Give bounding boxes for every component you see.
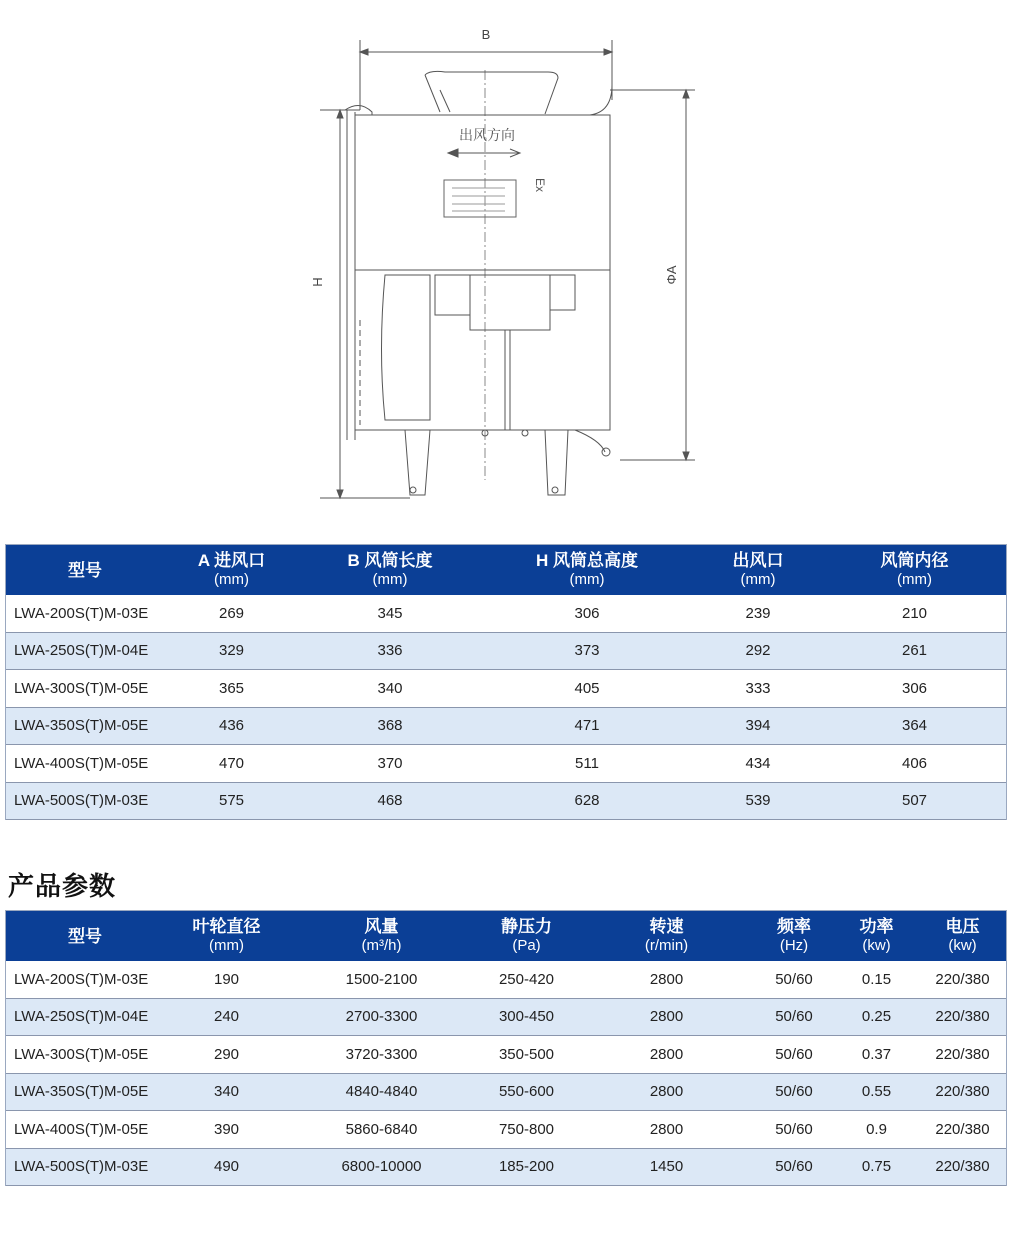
cell-pressure: 300-450 xyxy=(474,998,579,1036)
cell-inlet: 365 xyxy=(164,670,299,708)
cell-length: 340 xyxy=(299,670,481,708)
header-duct-height: H 风筒总高度 (mm) xyxy=(481,545,693,595)
table-row xyxy=(6,745,1006,783)
cell-model: LWA-250S(T)M-04E xyxy=(6,998,164,1036)
cell-inlet: 575 xyxy=(164,782,299,820)
cell-frequency: 50/60 xyxy=(754,961,834,998)
cell-model: LWA-200S(T)M-03E xyxy=(6,595,164,632)
dimensions-table-panel xyxy=(5,544,1007,820)
cell-length: 368 xyxy=(299,707,481,745)
cell-height: 373 xyxy=(481,632,693,670)
cell-length: 468 xyxy=(299,782,481,820)
cell-frequency: 50/60 xyxy=(754,1148,834,1186)
header-model: 型号 xyxy=(6,545,164,595)
cell-airflow: 3720-3300 xyxy=(289,1036,474,1074)
cell-inlet: 470 xyxy=(164,745,299,783)
cell-voltage: 220/380 xyxy=(919,1036,1006,1074)
header-outlet: 出风口 (mm) xyxy=(693,545,823,595)
table-row xyxy=(6,1111,1006,1149)
cell-model: LWA-200S(T)M-03E xyxy=(6,961,164,998)
cell-impeller: 190 xyxy=(164,961,289,998)
header-frequency: 频率 (Hz) xyxy=(754,911,834,961)
ex-label: Ex xyxy=(533,177,547,193)
table-header-row xyxy=(6,911,1006,961)
header-model: 型号 xyxy=(6,911,164,961)
cell-model: LWA-500S(T)M-03E xyxy=(6,782,164,820)
cell-pressure: 250-420 xyxy=(474,961,579,998)
header-airflow: 风量 (m³/h) xyxy=(289,911,474,961)
cell-frequency: 50/60 xyxy=(754,1111,834,1149)
cell-inner-diameter: 507 xyxy=(823,782,1006,820)
table-header-row xyxy=(6,545,1006,595)
table-row xyxy=(6,1148,1006,1186)
cell-frequency: 50/60 xyxy=(754,1073,834,1111)
cell-frequency: 50/60 xyxy=(754,998,834,1036)
dimensions-table xyxy=(6,545,1006,820)
cell-voltage: 220/380 xyxy=(919,1148,1006,1186)
cell-outlet: 292 xyxy=(693,632,823,670)
cell-airflow: 2700-3300 xyxy=(289,998,474,1036)
cell-model: LWA-400S(T)M-05E xyxy=(6,1111,164,1149)
cell-power: 0.55 xyxy=(834,1073,919,1111)
cell-airflow: 1500-2100 xyxy=(289,961,474,998)
cell-model: LWA-250S(T)M-04E xyxy=(6,632,164,670)
cell-speed: 2800 xyxy=(579,998,754,1036)
cell-inner-diameter: 261 xyxy=(823,632,1006,670)
cell-power: 0.25 xyxy=(834,998,919,1036)
cell-power: 0.75 xyxy=(834,1148,919,1186)
cell-pressure: 350-500 xyxy=(474,1036,579,1074)
cell-model: LWA-300S(T)M-05E xyxy=(6,1036,164,1074)
table-row xyxy=(6,707,1006,745)
header-duct-length: B 风筒长度 (mm) xyxy=(299,545,481,595)
cell-height: 306 xyxy=(481,595,693,632)
table-row xyxy=(6,595,1006,632)
cell-airflow: 6800-10000 xyxy=(289,1148,474,1186)
cell-pressure: 185-200 xyxy=(474,1148,579,1186)
cell-speed: 1450 xyxy=(579,1148,754,1186)
cell-inlet: 269 xyxy=(164,595,299,632)
cell-power: 0.9 xyxy=(834,1111,919,1149)
cell-length: 370 xyxy=(299,745,481,783)
cell-voltage: 220/380 xyxy=(919,1111,1006,1149)
fan-technical-drawing xyxy=(0,0,1010,535)
table-row xyxy=(6,670,1006,708)
cell-voltage: 220/380 xyxy=(919,998,1006,1036)
cell-height: 405 xyxy=(481,670,693,708)
cell-length: 336 xyxy=(299,632,481,670)
parameters-table-panel xyxy=(5,910,1007,1186)
cell-airflow: 5860-6840 xyxy=(289,1111,474,1149)
cell-outlet: 434 xyxy=(693,745,823,783)
cell-inlet: 436 xyxy=(164,707,299,745)
cell-airflow: 4840-4840 xyxy=(289,1073,474,1111)
table-row xyxy=(6,632,1006,670)
cell-inner-diameter: 210 xyxy=(823,595,1006,632)
header-speed: 转速 (r/min) xyxy=(579,911,754,961)
cell-model: LWA-300S(T)M-05E xyxy=(6,670,164,708)
cell-impeller: 490 xyxy=(164,1148,289,1186)
cell-outlet: 333 xyxy=(693,670,823,708)
table-row xyxy=(6,1036,1006,1074)
cell-model: LWA-350S(T)M-05E xyxy=(6,707,164,745)
cell-inner-diameter: 364 xyxy=(823,707,1006,745)
cell-height: 511 xyxy=(481,745,693,783)
cell-inner-diameter: 306 xyxy=(823,670,1006,708)
cell-impeller: 290 xyxy=(164,1036,289,1074)
header-inner-diameter: 风筒内径 (mm) xyxy=(823,545,1006,595)
section-title: 产品参数 xyxy=(8,871,117,901)
airflow-direction-label: 出风方向 xyxy=(459,128,515,144)
cell-power: 0.37 xyxy=(834,1036,919,1074)
cell-speed: 2800 xyxy=(579,1073,754,1111)
header-power: 功率 (kw) xyxy=(834,911,919,961)
table-row xyxy=(6,782,1006,820)
cell-speed: 2800 xyxy=(579,1036,754,1074)
header-voltage: 电压 (kw) xyxy=(919,911,1006,961)
cell-outlet: 394 xyxy=(693,707,823,745)
cell-impeller: 240 xyxy=(164,998,289,1036)
dim-a-label: ΦA xyxy=(664,265,679,285)
cell-voltage: 220/380 xyxy=(919,961,1006,998)
cell-inlet: 329 xyxy=(164,632,299,670)
cell-speed: 2800 xyxy=(579,961,754,998)
cell-height: 471 xyxy=(481,707,693,745)
cell-voltage: 220/380 xyxy=(919,1073,1006,1111)
cell-pressure: 750-800 xyxy=(474,1111,579,1149)
table-row xyxy=(6,998,1006,1036)
cell-model: LWA-500S(T)M-03E xyxy=(6,1148,164,1186)
cell-inner-diameter: 406 xyxy=(823,745,1006,783)
cell-frequency: 50/60 xyxy=(754,1036,834,1074)
cell-length: 345 xyxy=(299,595,481,632)
table-row xyxy=(6,1073,1006,1111)
cell-model: LWA-400S(T)M-05E xyxy=(6,745,164,783)
header-impeller-diameter: 叶轮直径 (mm) xyxy=(164,911,289,961)
header-static-pressure: 静压力 (Pa) xyxy=(474,911,579,961)
cell-speed: 2800 xyxy=(579,1111,754,1149)
cell-model: LWA-350S(T)M-05E xyxy=(6,1073,164,1111)
cell-impeller: 390 xyxy=(164,1111,289,1149)
cell-power: 0.15 xyxy=(834,961,919,998)
table-row xyxy=(6,961,1006,998)
cell-impeller: 340 xyxy=(164,1073,289,1111)
cell-pressure: 550-600 xyxy=(474,1073,579,1111)
cell-outlet: 539 xyxy=(693,782,823,820)
dim-b-label: B xyxy=(481,27,491,42)
header-inlet: A 进风口 (mm) xyxy=(164,545,299,595)
cell-height: 628 xyxy=(481,782,693,820)
cell-outlet: 239 xyxy=(693,595,823,632)
dim-h-label: H xyxy=(310,277,325,287)
parameters-table xyxy=(6,911,1006,1186)
